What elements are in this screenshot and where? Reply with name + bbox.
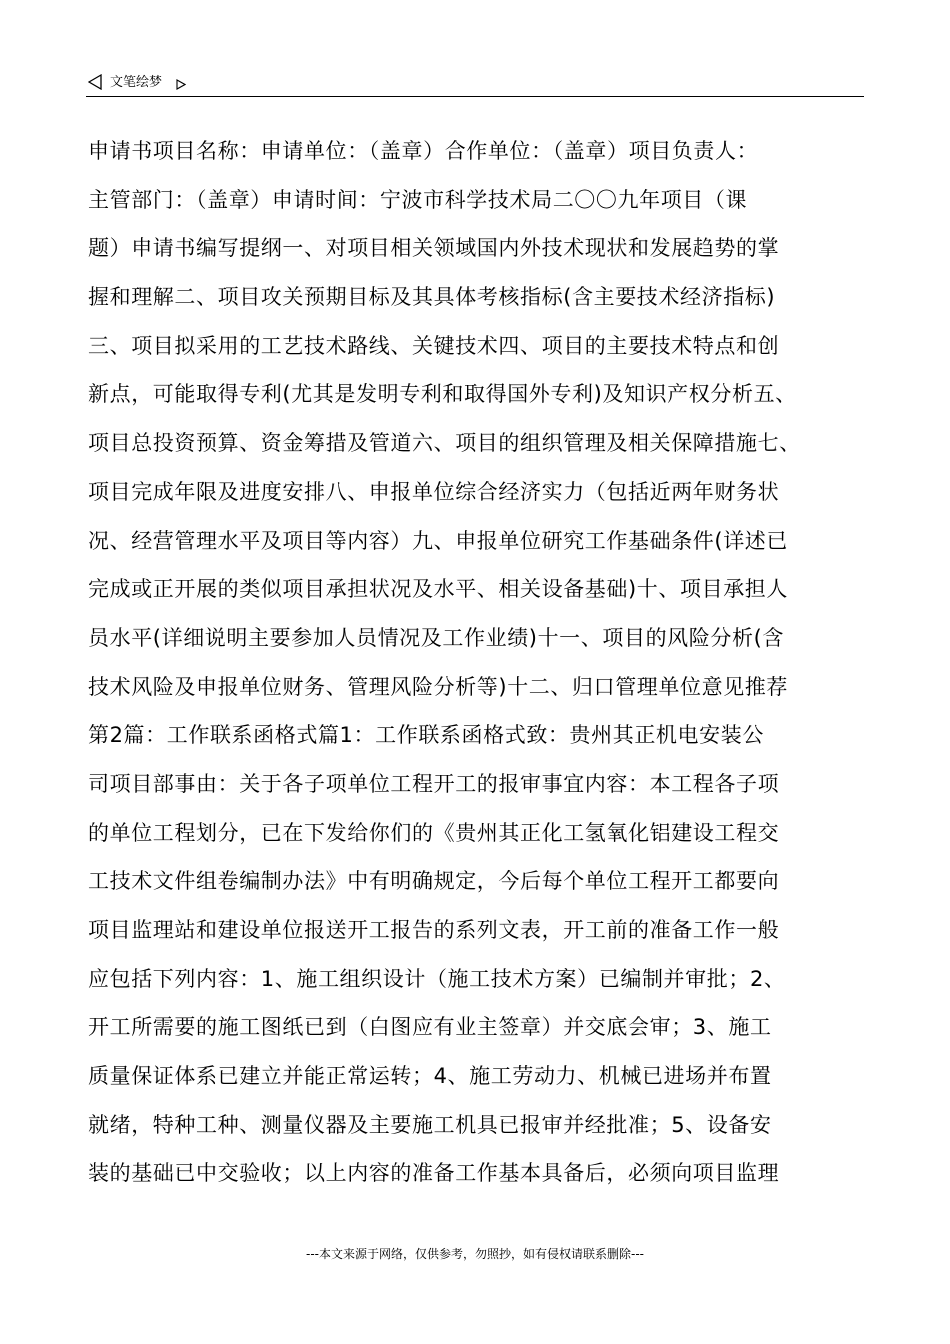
body-line: 握和理解二、项目攻关预期目标及其具体考核指标(含主要技术经济指标) (88, 285, 776, 310)
body-line: 项目完成年限及进度安排八、申报单位综合经济实力（包括近两年财务状 (88, 479, 780, 504)
body-line: 主管部门：（盖章）申请时间：宁波市科学技术局二〇〇九年项目（课 (88, 187, 748, 212)
body-line: 司项目部事由：关于各子项单位工程开工的报审事宜内容：本工程各子项 (88, 771, 780, 796)
body-line: 就绪，特种工种、测量仪器及主要施工机具已报审并经批准；5、设备安 (88, 1112, 772, 1137)
body-line: 新点，可能取得专利(尤其是发明专利和取得国外专利)及知识产权分析五、 (88, 382, 797, 407)
body-line: 申请书项目名称：申请单位：（盖章）合作单位：（盖章）项目负责人： (88, 139, 759, 163)
header-title: 文笔绘梦 (110, 75, 163, 90)
page-header (88, 71, 864, 97)
body-line: 第2篇：工作联系函格式篇1：工作联系函格式致：贵州其正机电安装公 (88, 723, 764, 748)
body-line: 题）申请书编写提纲一、对项目相关领域国内外技术现状和发展趋势的掌 (88, 236, 780, 261)
body-line: 项目总投资预算、资金筹措及管道六、项目的组织管理及相关保障措施七、 (88, 431, 801, 456)
body-line: 的单位工程划分，已在下发给你们的《贵州其正化工氢氧化铝建设工程交 (88, 820, 780, 845)
footer-disclaimer: ---本文来源于网络，仅供参考，勿照抄，如有侵权请联系删除--- (306, 1247, 644, 1261)
body-line: 况、经营管理水平及项目等内容）九、申报单位研究工作基础条件(详述已 (88, 528, 788, 553)
document-body (88, 130, 878, 1201)
header-divider (86, 96, 864, 97)
body-line: 质量保证体系已建立并能正常运转；4、施工劳动力、机械已进场并布置 (88, 1064, 772, 1089)
body-line: 装的基础已中交验收；以上内容的准备工作基本具备后，必须向项目监理 (88, 1161, 780, 1186)
triangle-left-outline-icon (88, 74, 102, 90)
body-line: 工技术文件组卷编制办法》中有明确规定，今后每个单位工程开工都要向 (88, 869, 780, 894)
triangle-right-outline-icon (176, 75, 186, 86)
body-line: 技术风险及申报单位财务、管理风险分析等)十二、归口管理单位意见推荐 (88, 674, 788, 699)
body-line: 三、项目拟采用的工艺技术路线、关键技术四、项目的主要技术特点和创 (88, 333, 780, 358)
body-line: 完成或正开展的类似项目承担状况及水平、相关设备基础)十、项目承担人 (88, 577, 788, 602)
body-line: 员水平(详细说明主要参加人员情况及工作业绩)十一、项目的风险分析(含 (88, 625, 784, 650)
body-line: 开工所需要的施工图纸已到（白图应有业主签章）并交底会审；3、施工 (88, 1015, 772, 1040)
body-line: 项目监理站和建设单位报送开工报告的系列文表，开工前的准备工作一般 (88, 918, 780, 942)
body-line: 应包括下列内容：1、施工组织设计（施工技术方案）已编制并审批；2、 (88, 966, 786, 991)
